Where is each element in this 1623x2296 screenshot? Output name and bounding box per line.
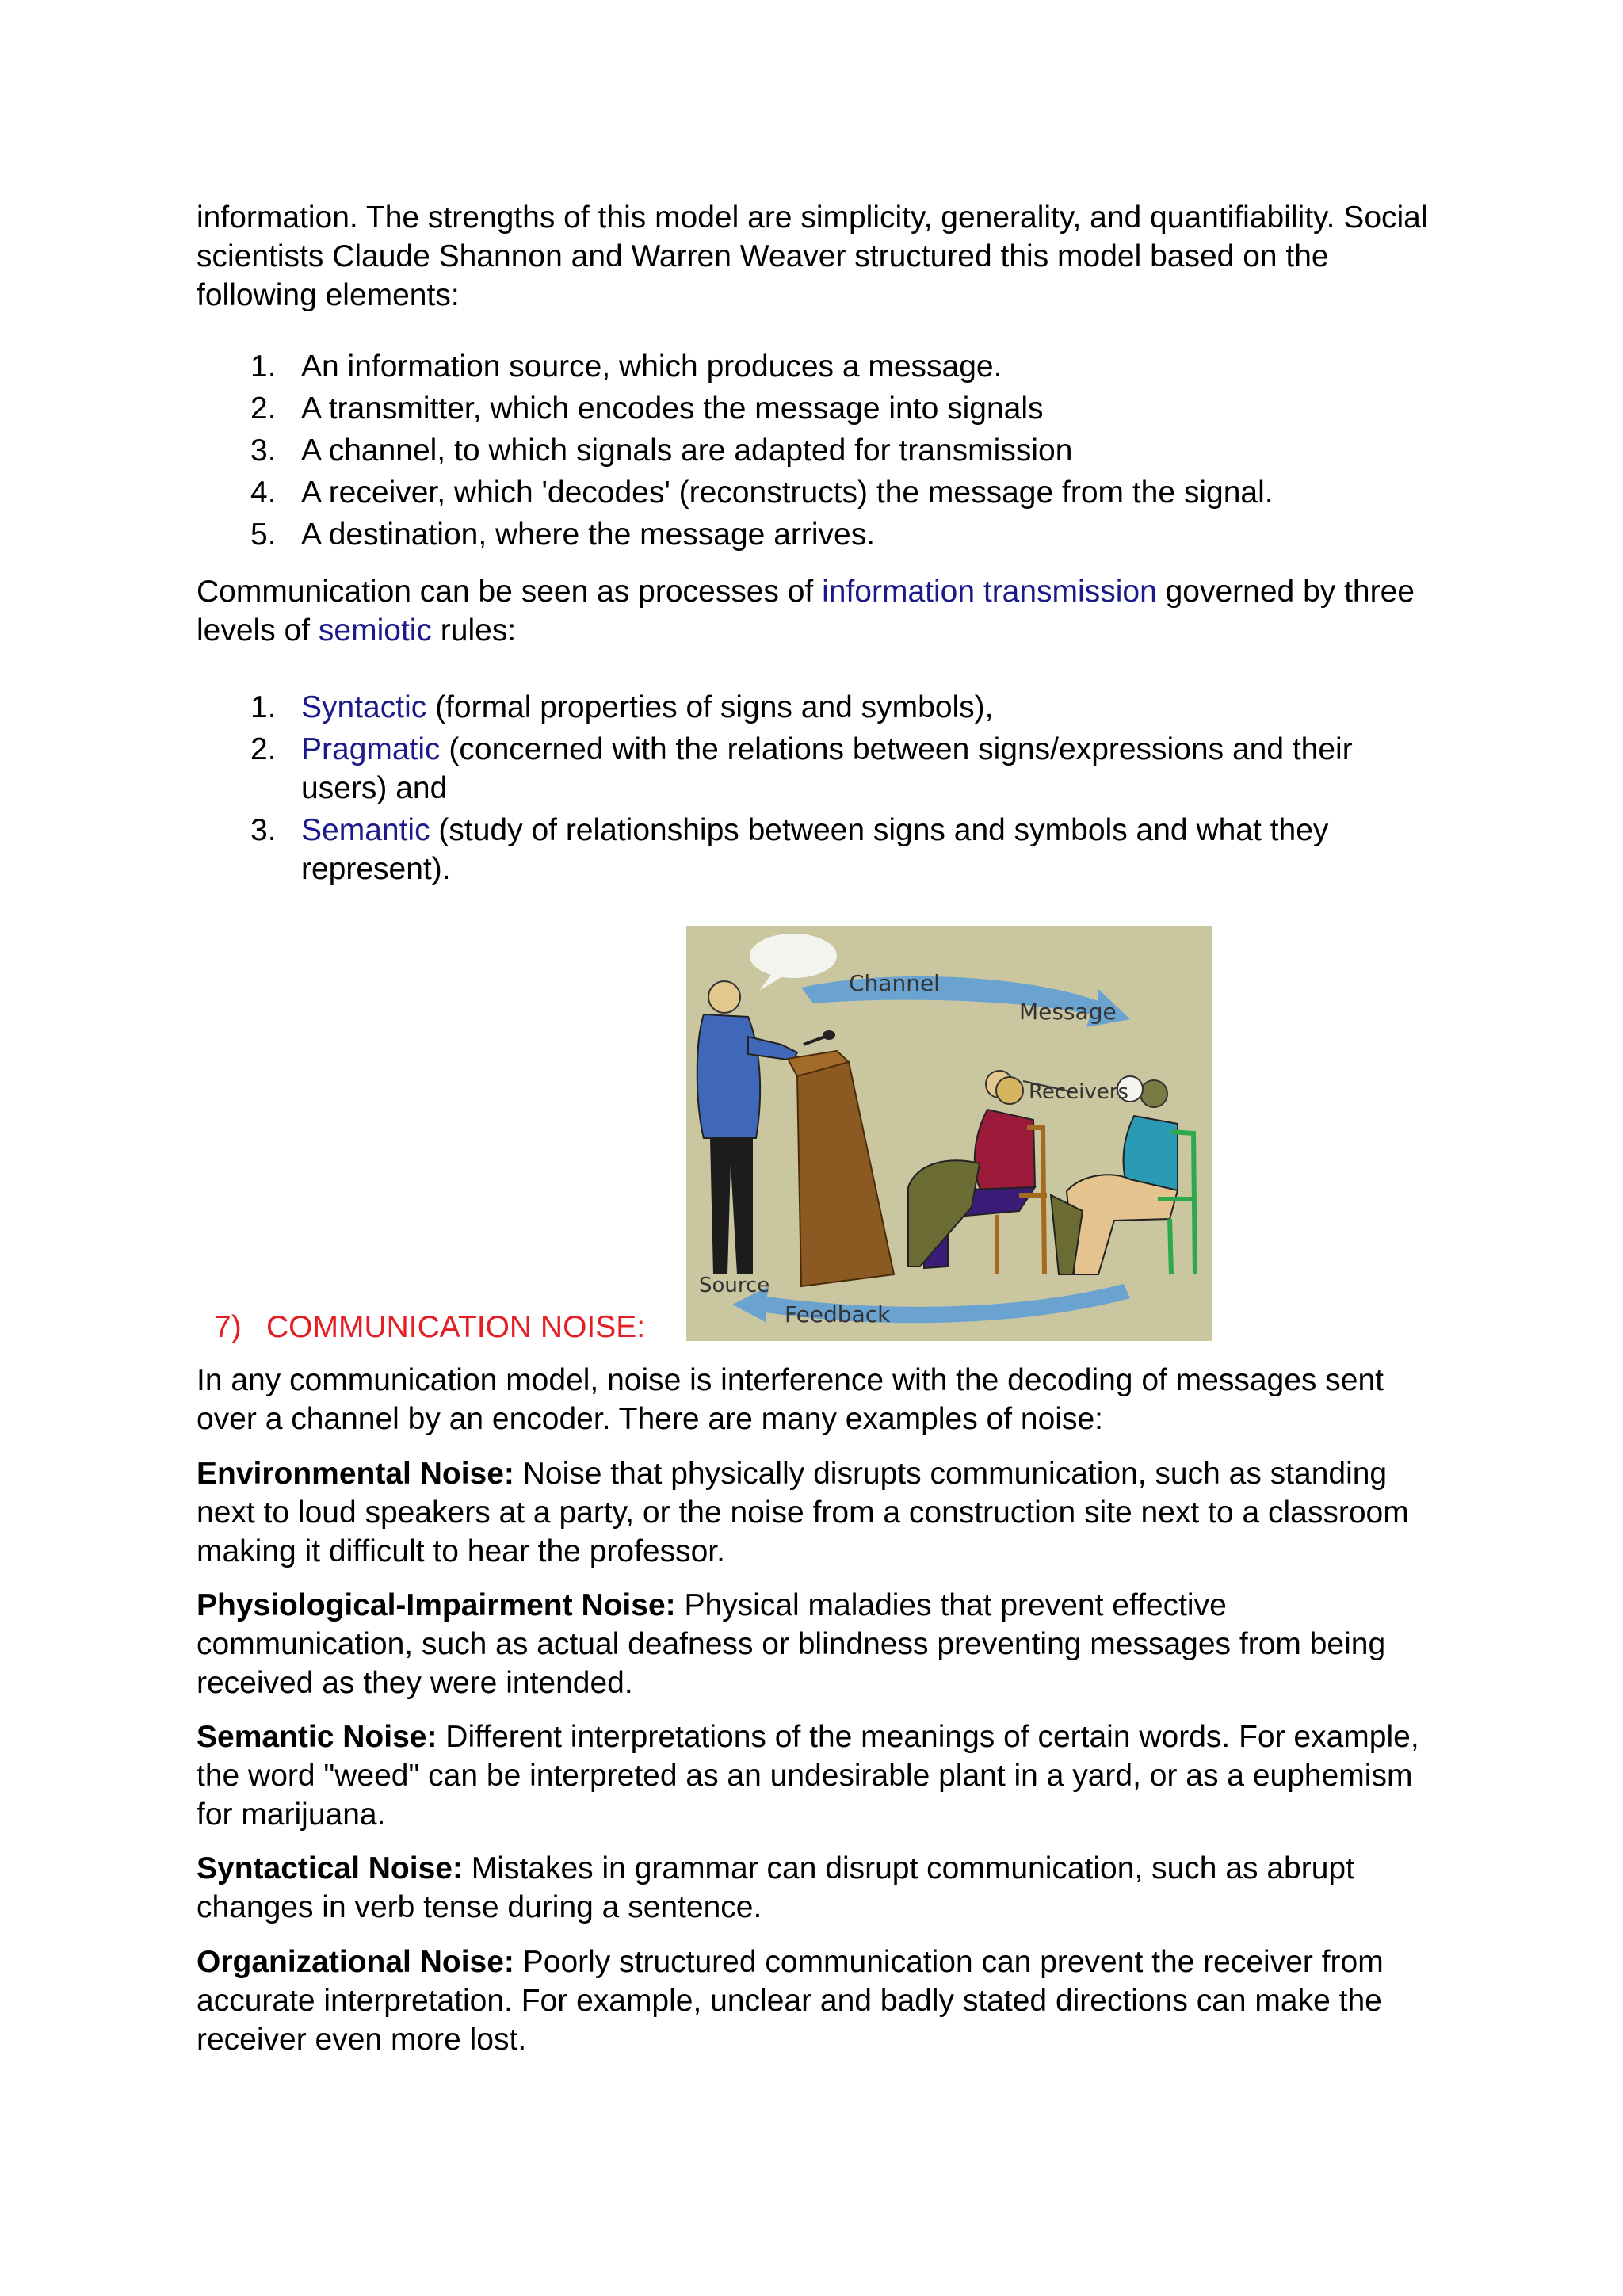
feedback-label: Feedback	[785, 1301, 891, 1328]
source-label: Source	[699, 1274, 770, 1297]
noise-term: Environmental Noise:	[197, 1457, 514, 1491]
noise-term: Semantic Noise:	[197, 1720, 437, 1754]
receiver-body	[975, 1110, 1035, 1191]
noise-definition-paragraph: Syntactical Noise: Mistakes in grammar can disrupt communication, such as abrupt changes in verb tense during a sentence.	[197, 1851, 1354, 1924]
speaker-body	[697, 1014, 760, 1138]
noise-term: Organizational Noise:	[197, 1945, 514, 1979]
noise-definition-paragraph: Organizational Noise: Poorly structured communication can prevent the receiver from accurate interpretation. For example, unclear and badly stated directions can make the receiver even more lost.	[197, 1945, 1384, 2057]
noise-definition-paragraph: Semantic Noise: Different interpretations of the meanings of certain words. For example, the word "weed" can be interpreted as an undesirable plant in a yard, or as a euphemism for marijuana.	[197, 1720, 1419, 1832]
section-heading: 7) COMMUNICATION NOISE:	[214, 1310, 646, 1344]
pragmatic-link[interactable]: Pragmatic	[301, 732, 441, 766]
communication-paragraph: Communication can be seen as processes of information transmission governed by three levels of semiotic rules:	[197, 575, 1415, 648]
list-item: 1. Syntactic (formal properties of signs and symbols),	[250, 690, 994, 724]
shannon-elements-list	[197, 347, 1433, 554]
communication-model-illustration	[686, 926, 1212, 1341]
speaker-head	[708, 981, 740, 1013]
noise-term: Syntactical Noise:	[197, 1851, 463, 1885]
microphone	[823, 1030, 835, 1040]
message-label: Message	[1019, 999, 1117, 1025]
receiver-head	[1140, 1080, 1167, 1107]
semantic-link[interactable]: Semantic	[301, 813, 430, 847]
list-item: 2. Pragmatic (concerned with the relations between signs/expressions and their users) and	[250, 732, 1353, 805]
noise-definition-paragraph: Physiological-Impairment Noise: Physical maladies that prevent effective communication, such as actual deafness or blindness preventing messages from being received as they were intended.	[197, 1588, 1386, 1700]
semiotic-link[interactable]: semiotic	[318, 613, 432, 648]
list-item: 1. An information source, which produces a message.	[250, 350, 1002, 384]
receivers-label: Receivers	[1029, 1080, 1129, 1104]
list-item: 2. A transmitter, which encodes the message into signals	[250, 392, 1044, 426]
intro-paragraph: information. The strengths of this model are simplicity, generality, and quantifiability. Social scientists Claude Shannon and Warren Weaver structured this model based on the following elements:	[197, 201, 1428, 312]
noise-intro-paragraph: In any communication model, noise is interference with the decoding of messages sent over a channel by an encoder. There are many examples of noise:	[197, 1363, 1384, 1436]
semiotic-levels-list	[197, 688, 1433, 888]
list-item: 3. Semantic (study of relationships between signs and symbols and what they represent).	[250, 813, 1329, 886]
receiver-head	[996, 1077, 1023, 1104]
noise-definition-paragraph: Environmental Noise: Noise that physically disrupts communication, such as standing next to loud speakers at a party, or the noise from a construction site next to a classroom making it difficult to hear the professor.	[197, 1457, 1409, 1568]
information-transmission-link[interactable]: information transmission	[822, 575, 1157, 609]
list-item: 4. A receiver, which 'decodes' (reconstructs) the message from the signal.	[250, 476, 1274, 510]
list-item: 5. A destination, where the message arrives.	[250, 518, 876, 552]
speech-bubble	[750, 934, 837, 978]
syntactic-link[interactable]: Syntactic	[301, 690, 427, 724]
channel-label: Channel	[849, 970, 940, 996]
noise-term: Physiological-Impairment Noise:	[197, 1588, 676, 1622]
list-item: 3. A channel, to which signals are adapted for transmission	[250, 434, 1073, 468]
illustration-svg	[686, 926, 1212, 1341]
